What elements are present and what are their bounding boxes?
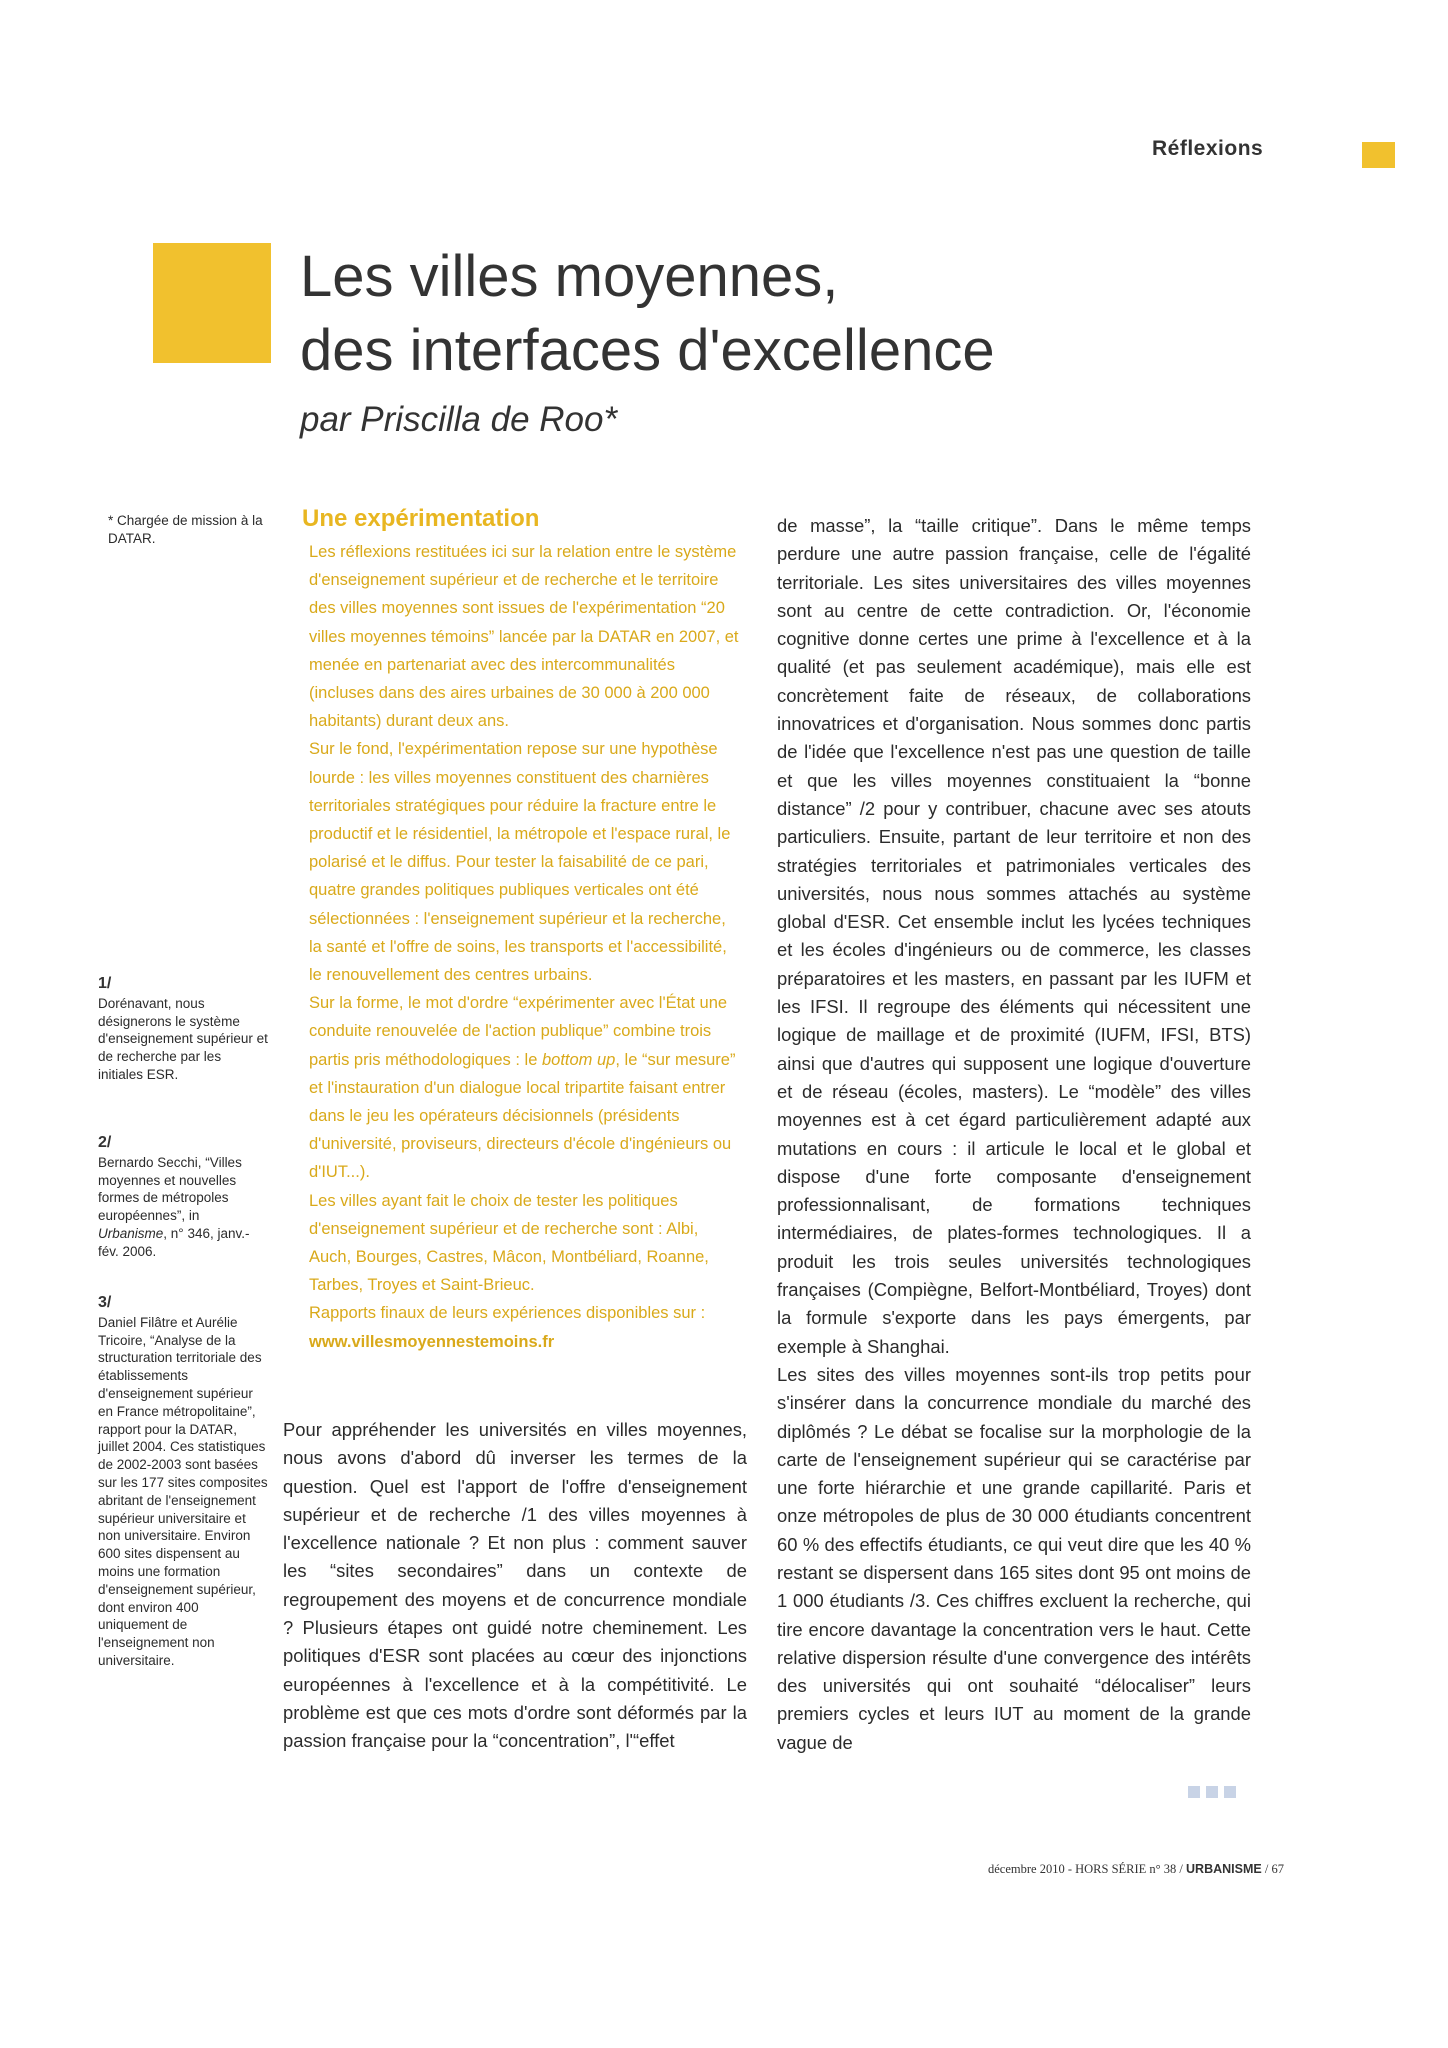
title-line-1: Les villes moyennes, (300, 244, 839, 309)
section-marker (1362, 142, 1395, 168)
folio-date: décembre 2010 - HORS SÉRIE n° 38 / (988, 1862, 1187, 1876)
body-column-left (283, 1416, 747, 1756)
title-marker (153, 243, 271, 363)
footnote-3 (98, 1294, 268, 1670)
footnote-text-end: , n° 346, janv.-fév. 2006. (98, 1225, 250, 1259)
footnote-number: 1/ (98, 975, 112, 992)
footnote-text: Bernardo Secchi, “Villes moyennes et nouvelles formes de métropoles européennes”, in (98, 1154, 242, 1224)
author-note: * Chargée de mission à la DATAR. (108, 513, 263, 546)
body-column-right (777, 512, 1251, 1757)
footnote-text: Dorénavant, nous désignerons le système d'enseignement supérieur et de recherche par les initiales ESR. (98, 995, 268, 1082)
box-emphasis: bottom up (541, 1050, 616, 1069)
box-paragraph: Rapports finaux de leurs expériences disponibles sur : (309, 1304, 706, 1323)
continuation-dot (1206, 1786, 1218, 1798)
article-title (300, 240, 1300, 388)
box-text-run: , le “sur mesure” et l'instauration d'un dialogue local tripartite faisant entrer dans le jeu les opérateurs décisionnels (présidents d'université, proviseurs, directeurs d'école d'ingénieurs ou d'IUT...). (309, 1050, 736, 1182)
continuation-dot (1188, 1786, 1200, 1798)
title-line-2: des interfaces d'excellence (300, 318, 995, 383)
section-label: Réflexions (1152, 137, 1264, 160)
footnote-2 (98, 1134, 268, 1261)
body-paragraph: Pour appréhender les universités en villes moyennes, nous avons d'abord dû inverser les termes de la question. Quel est l'apport de l'offre d'enseignement supérieur et de recherche /1 des villes moyennes à l'excellence nationale ? Et non plus : comment sauver les “sites secondaires” dans un contexte de regroupement des moyens et de concurrence mondiale ? Plusieurs étapes ont guidé notre cheminement. Les politiques d'ESR sont placées au cœur des injonctions européennes à l'excellence et à la compétitivité. Le problème est que ces mots d'ordre sont déformés par la passion française pour la “concentration”, l'“effet (283, 1419, 747, 1752)
article-author: par Priscilla de Roo* (300, 400, 618, 439)
box-paragraph (309, 989, 741, 1186)
footnote-1 (98, 975, 268, 1084)
box-paragraph: Les réflexions restituées ici sur la relation entre le système d'enseignement supérieur et de recherche et le territoire des villes moyennes sont issues de l'expérimentation “20 villes moyennes témoins” lancée par la DATAR en 2007, et menée en partenariat avec des intercommunalités (incluses dans des aires urbaines de 30 000 à 200 000 habitants) durant deux ans. (309, 543, 739, 731)
footnote-number: 3/ (98, 1294, 112, 1311)
box-url-link[interactable]: www.villesmoyennestemoins.fr (309, 1332, 555, 1351)
box-paragraph: Sur le fond, l'expérimentation repose sur une hypothèse lourde : les villes moyennes constituent des charnières territoriales stratégiques pour réduire la fracture entre le productif et le résidentiel, la métropole et l'espace rural, le polarisé et le diffus. Pour tester la faisabilité de ce pari, quatre grandes politiques publiques verticales ont été sélectionnées : l'enseignement supérieur et la recherche, la santé et l'offre de soins, les transports et l'accessibilité, le renouvellement des centres urbains. (309, 740, 731, 985)
box-text-run: Sur la forme, le mot d'ordre “expérimenter avec l'État une conduite renouvelée de l'action publique” combine trois partis pris méthodologiques : le (309, 994, 728, 1069)
body-paragraph: Les sites des villes moyennes sont-ils trop petits pour s'insérer dans la concurrence mondiale du marché des diplômés ? Le débat se focalise sur la morphologie de la carte de l'enseignement supérieur qui se caractérise par une forte hiérarchie et une grande capillarité. Paris et onze métropoles de plus de 30 000 étudiants concentrent 60 % des effectifs étudiants, ce qui veut dire que les 40 % restant se dispersent dans 165 sites dont 95 ont moins de 1 000 étudiants /3. Ces chiffres excluent la recherche, qui tire encore davantage la concentration vers le haut. Cette relative dispersion résulte d'une convergence des intérêts des universités qui ont souhaité “délocaliser” leurs premiers cycles et leurs IUT au moment de la grande vague de (777, 1363, 1251, 1753)
folio-magazine: URBANISME (1186, 1862, 1262, 1876)
footnote-journal: Urbanisme (98, 1225, 164, 1241)
box-paragraph: Les villes ayant fait le choix de tester les politiques d'enseignement supérieur et de recherche sont : Albi, Auch, Bourges, Castres, Mâcon, Montbéliard, Roanne, Tarbes, Troyes et Saint-Brieuc. (309, 1191, 709, 1295)
footnote-number: 2/ (98, 1134, 112, 1151)
page-folio (988, 1862, 1284, 1877)
continuation-marker (1188, 1786, 1236, 1798)
box-text (309, 538, 741, 1356)
box-heading: Une expérimentation (302, 505, 540, 532)
folio-page-number: / 67 (1261, 1862, 1284, 1876)
body-paragraph: de masse”, la “taille critique”. Dans le même temps perdure une autre passion française, celle de l'égalité territoriale. Les sites universitaires des villes moyennes sont au centre de cette contradiction. Or, l'économie cognitive donne certes une prime à l'excellence et à la qualité (et pas seulement académique), mais elle est concrètement faite de réseaux, de collaborations innovatrices et d'organisation. Nous sommes donc partis de l'idée que l'excellence n'est pas une question de taille et que les villes moyennes constituaient la “bonne distance” /2 pour y contribuer, chacune avec ses atouts particuliers. Ensuite, partant de leur territoire et non des stratégies territoriales et patrimoniales verticales des universités, nous nous sommes attachés au système global d'ESR. Cet ensemble inclut les lycées techniques et les écoles d'ingénieurs ou de commerce, les classes préparatoires et les masters, en passant par les IUFM et les IFSI. Il regroupe des éléments qui nécessitent une logique de maillage et de proximité (IUFM, IFSI, BTS) ainsi que d'autres qui supposent une logique d'ouverture et de réseau (écoles, masters). Le “modèle” des villes moyennes est à cet égard particulièrement adapté aux mutations en cours : il articule le local et le global et dispose d'une forte composante d'enseignement professionnalisant, de formations techniques intermédiaires, de plates-formes technologiques. Il a produit les trois seules universités technologiques françaises (Compiègne, Belfort-Montbéliard, Troyes) dont la formule s'exporte dans les pays émergents, par exemple à Shanghai. (777, 515, 1251, 1357)
continuation-dot (1224, 1786, 1236, 1798)
footnote-text: Daniel Filâtre et Aurélie Tricoire, “Analyse de la structuration territoriale des établissements d'enseignement supérieur en France métropolitaine”, rapport pour la DATAR, juillet 2004. Ces statistiques de 2002-2003 sont basées sur les 177 sites composites abritant de l'enseignement supérieur universitaire et non universitaire. Environ 600 sites dispensent au moins une formation d'enseignement supérieur, dont environ 400 uniquement de l'enseignement non universitaire. (98, 1314, 268, 1668)
